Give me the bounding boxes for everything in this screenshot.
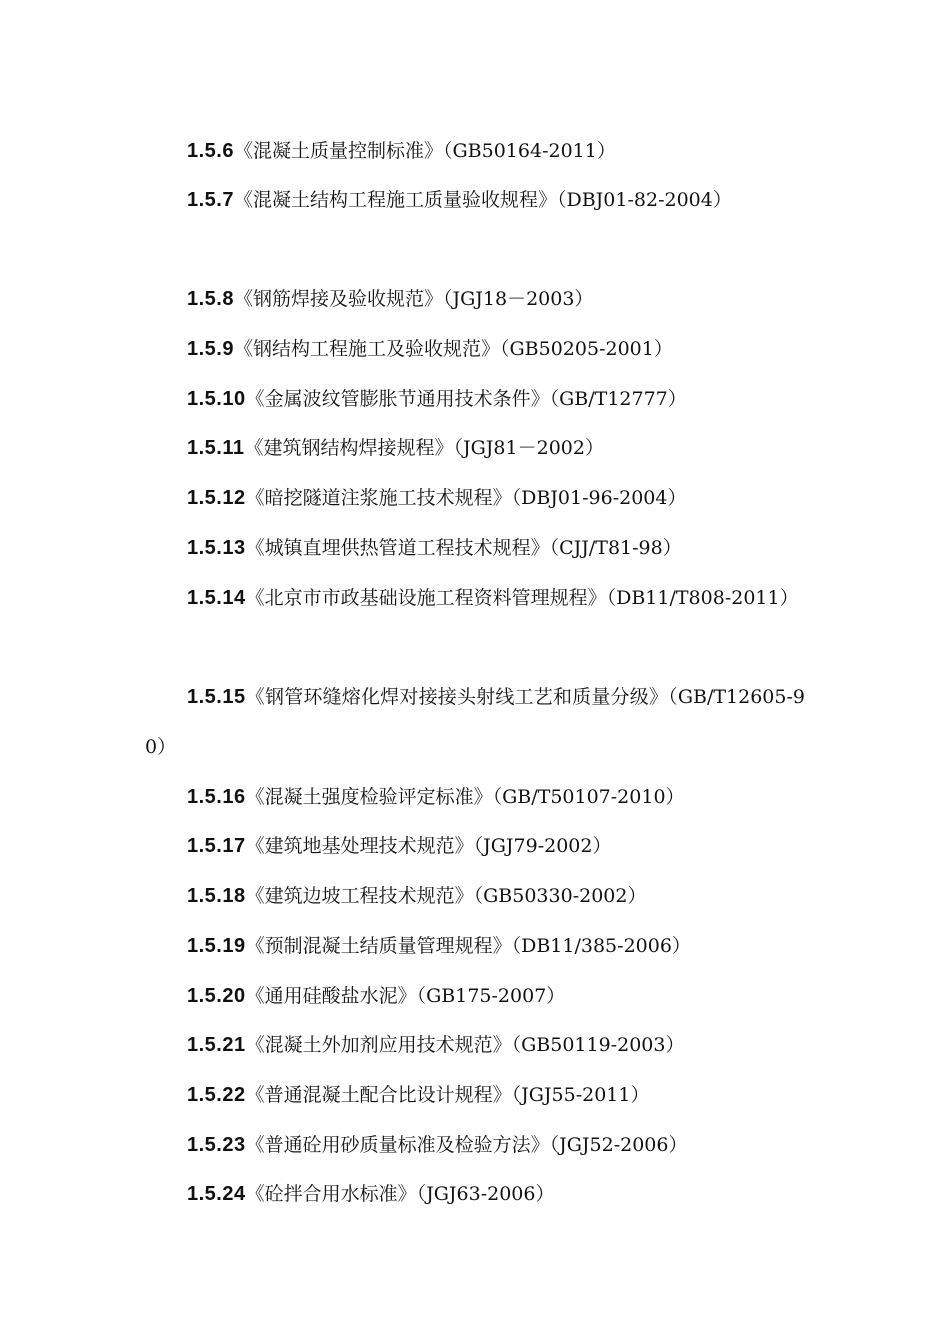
entry-title: 《砼拌合用水标准》（JGJ63-2006） xyxy=(245,1183,555,1205)
entry-title: 《暗挖隧道注浆施工技术规程》（DBJ01-96-2004） xyxy=(245,487,687,509)
entry-title: 《建筑地基处理技术规范》（JGJ79-2002） xyxy=(245,835,612,857)
entry-title: 《普通混凝土配合比设计规程》（JGJ55-2011） xyxy=(245,1084,650,1106)
entry-title: 《预制混凝土结质量管理规程》（DB11/385-2006） xyxy=(245,935,691,957)
standard-entry-1-5-11 xyxy=(145,424,805,474)
standard-entry-1-5-23 xyxy=(145,1121,805,1171)
entry-number: 1.5.18 xyxy=(187,885,246,907)
entry-title: 《混凝土结构工程施工质量验收规程》（DBJ01-82-2004） xyxy=(233,189,732,211)
entry-title: 《钢管环缝熔化焊对接接头射线工艺和质量分级》（GB/T12605-90） xyxy=(145,686,805,758)
entry-title: 《混凝土质量控制标准》（GB50164-2011） xyxy=(233,140,616,162)
entry-number: 1.5.15 xyxy=(187,686,246,708)
entry-number: 1.5.17 xyxy=(187,835,246,857)
standard-entry-1-5-16 xyxy=(145,773,805,823)
entry-title: 《北京市市政基础设施工程资料管理规程》（DB11/T808-2011） xyxy=(245,587,799,609)
entry-number: 1.5.23 xyxy=(187,1134,246,1156)
standard-entry-1-5-21 xyxy=(145,1021,805,1071)
entry-number: 1.5.22 xyxy=(187,1084,246,1106)
entry-number: 1.5.7 xyxy=(187,189,234,211)
entry-number: 1.5.11 xyxy=(187,437,245,459)
standard-entry-1-5-20 xyxy=(145,972,805,1022)
standard-entry-1-5-10 xyxy=(145,375,805,425)
entry-title: 《通用硅酸盐水泥》（GB175-2007） xyxy=(245,985,566,1007)
standard-entry-1-5-15 xyxy=(145,673,805,772)
standard-entry-1-5-18 xyxy=(145,872,805,922)
entry-title: 《金属波纹管膨胀节通用技术条件》（GB/T12777） xyxy=(245,388,687,410)
standard-entry-1-5-6 xyxy=(145,127,805,177)
entry-title: 《普通砼用砂质量标准及检验方法》（JGJ52-2006） xyxy=(245,1134,688,1156)
entry-title: 《钢筋焊接及验收规范》（JGJ18－2003） xyxy=(233,288,594,310)
entry-number: 1.5.10 xyxy=(187,388,246,410)
entry-title: 《混凝土强度检验评定标准》（GB/T50107-2010） xyxy=(245,786,685,808)
entry-title: 《混凝土外加剂应用技术规范》（GB50119-2003） xyxy=(245,1034,685,1056)
entry-number: 1.5.14 xyxy=(187,587,246,609)
standard-entry-1-5-14 xyxy=(145,574,805,624)
entry-number: 1.5.12 xyxy=(187,487,246,509)
entry-number: 1.5.19 xyxy=(187,935,246,957)
standard-entry-1-5-8 xyxy=(145,275,805,325)
standard-entry-1-5-22 xyxy=(145,1071,805,1121)
entry-number: 1.5.13 xyxy=(187,537,246,559)
entry-number: 1.5.6 xyxy=(187,140,234,162)
standard-entry-1-5-19 xyxy=(145,922,805,972)
entry-number: 1.5.20 xyxy=(187,985,246,1007)
standard-entry-1-5-17 xyxy=(145,822,805,872)
entry-title: 《城镇直埋供热管道工程技术规程》（CJJ/T81-98） xyxy=(245,537,682,559)
standard-entry-1-5-7 xyxy=(145,176,805,226)
entry-number: 1.5.24 xyxy=(187,1183,246,1205)
standard-entry-1-5-24 xyxy=(145,1170,805,1220)
standard-entry-1-5-13 xyxy=(145,524,805,574)
standard-entry-1-5-12 xyxy=(145,474,805,524)
entry-number: 1.5.9 xyxy=(187,338,234,360)
entry-number: 1.5.21 xyxy=(187,1034,246,1056)
standard-entry-1-5-9 xyxy=(145,325,805,375)
entry-title: 《建筑边坡工程技术规范》（GB50330-2002） xyxy=(245,885,647,907)
entry-number: 1.5.8 xyxy=(187,288,234,310)
entry-number: 1.5.16 xyxy=(187,786,246,808)
entry-title: 《建筑钢结构焊接规程》（JGJ81－2002） xyxy=(244,437,604,459)
entry-title: 《钢结构工程施工及验收规范》（GB50205-2001） xyxy=(233,338,673,360)
